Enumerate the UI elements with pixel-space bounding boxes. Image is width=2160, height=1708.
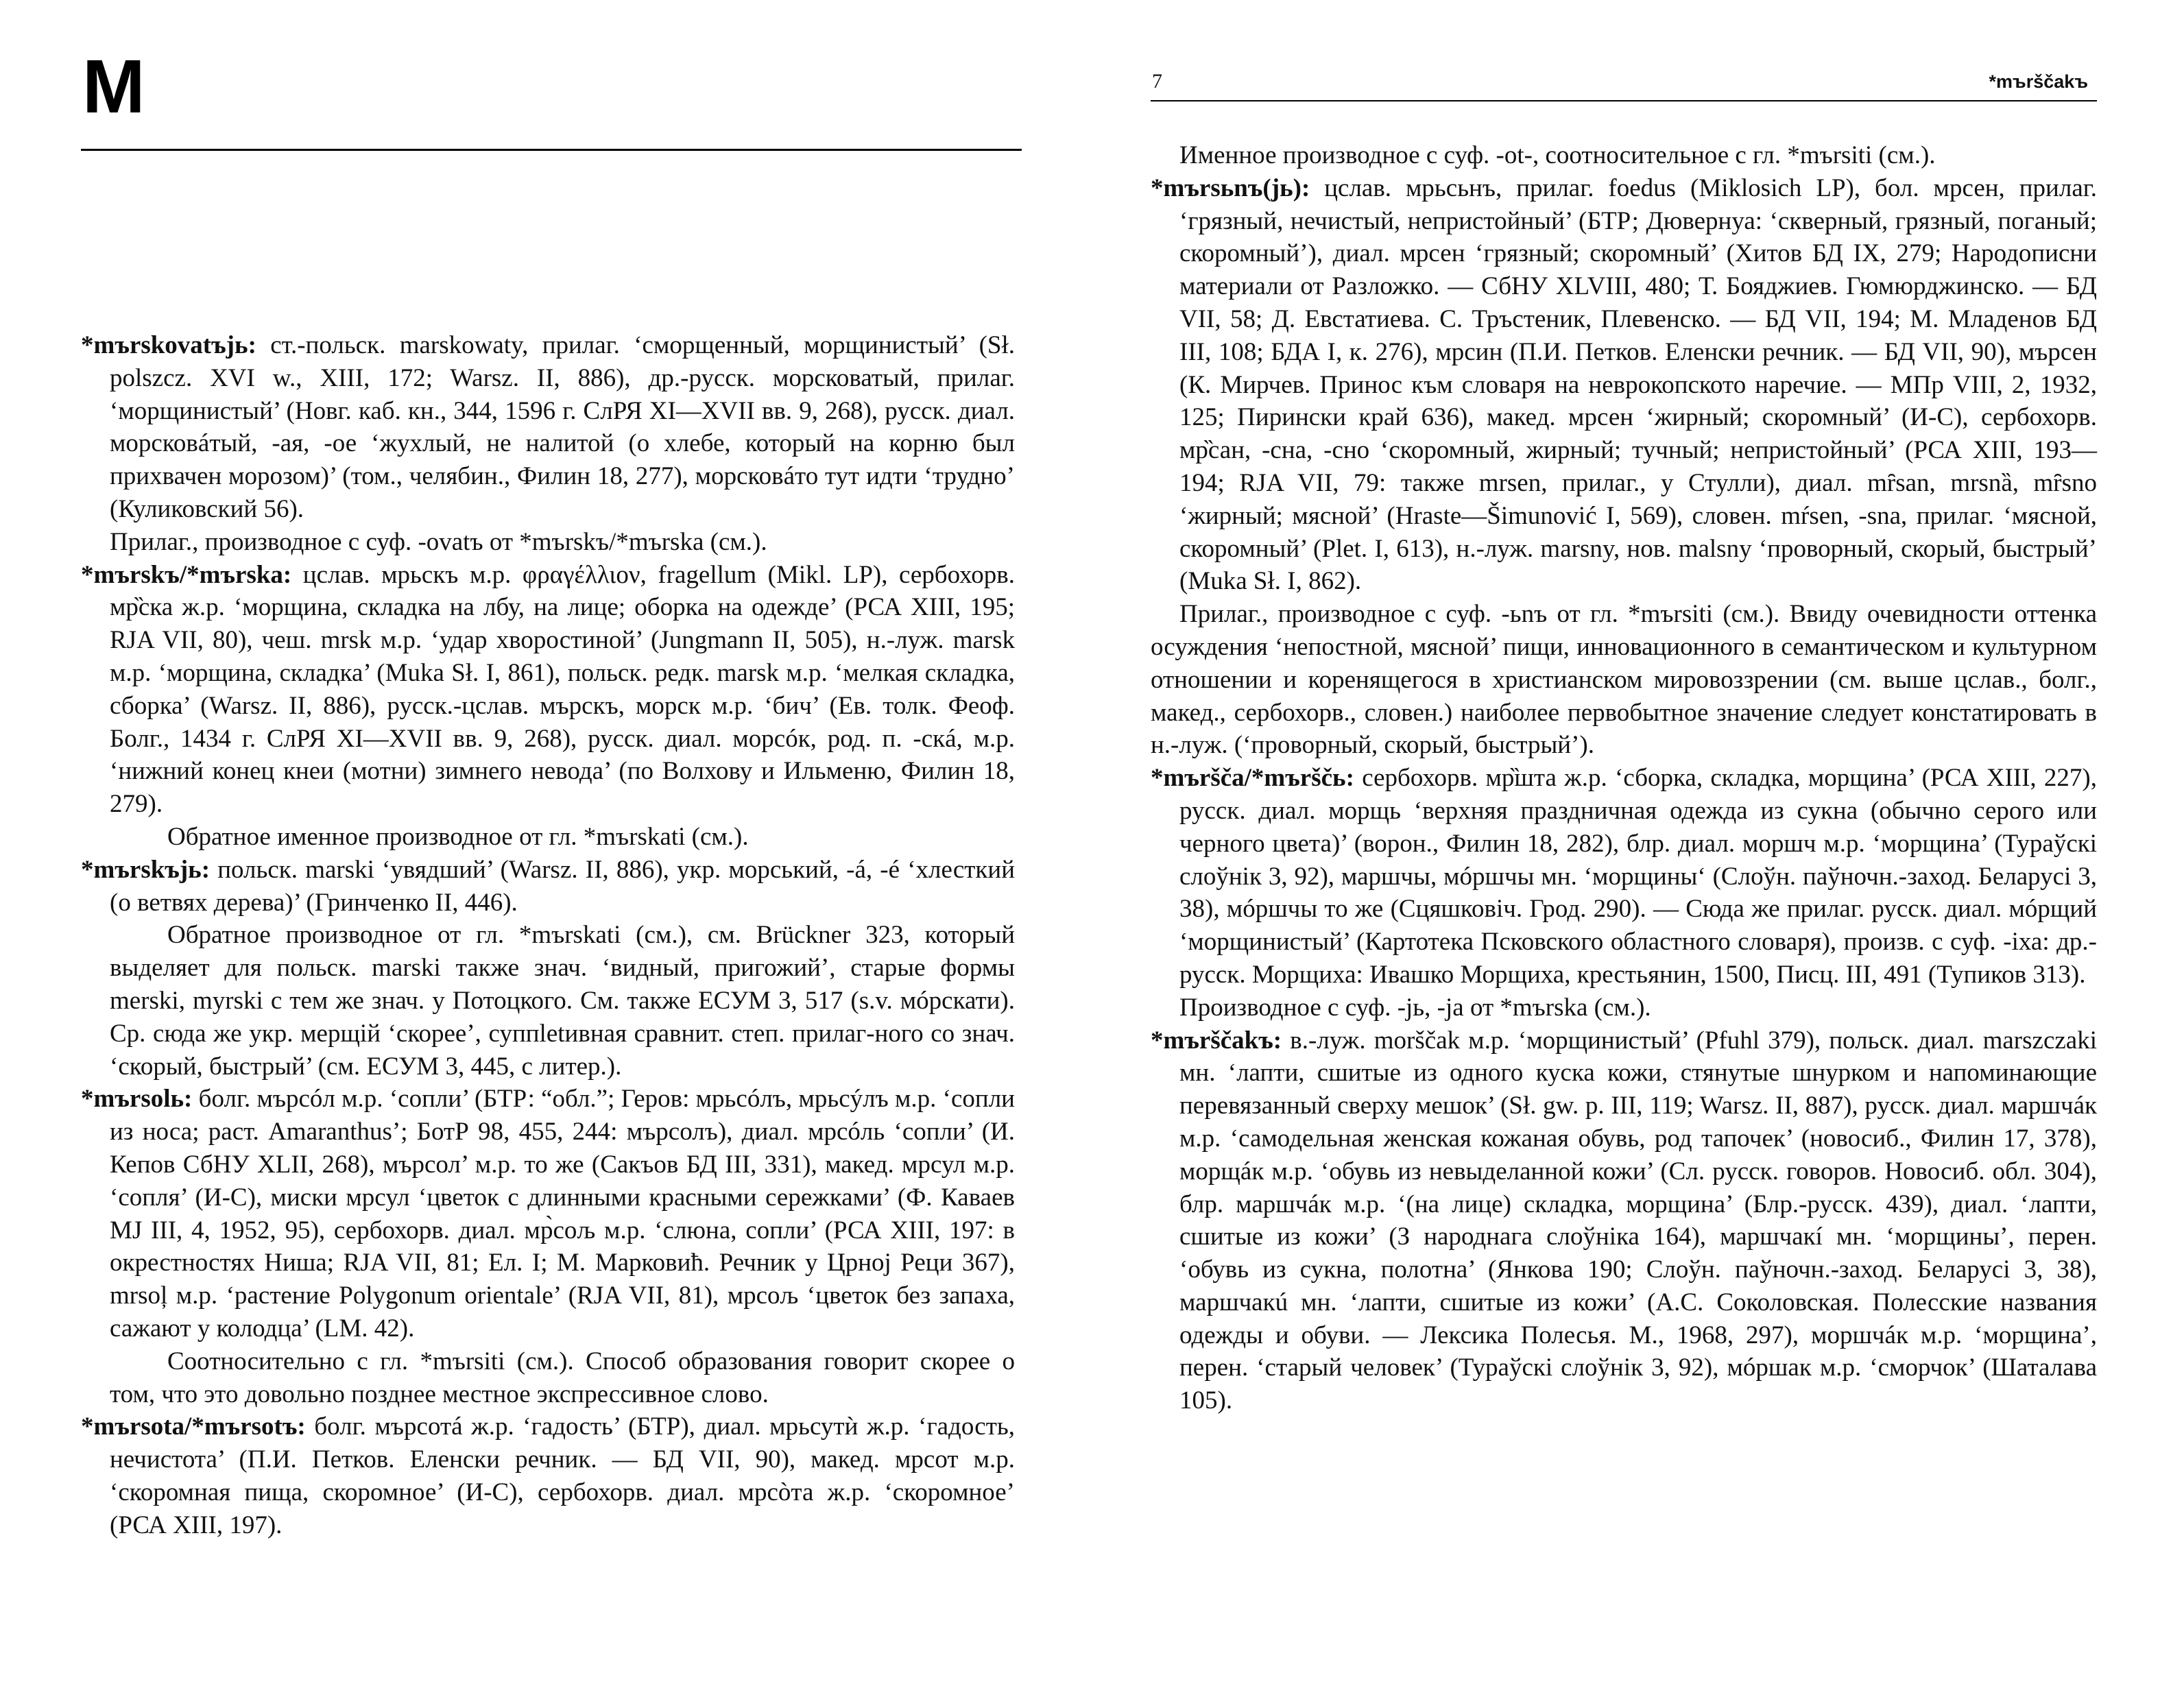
- dictionary-entry: [1151, 1024, 2097, 1418]
- section-letter: М: [82, 45, 145, 129]
- page-number: 7: [1152, 70, 1162, 93]
- headword: *mъrsolь:: [81, 1085, 193, 1114]
- dictionary-entry: [81, 329, 1015, 526]
- dictionary-entry: [1151, 172, 2097, 598]
- headword: *mъršča/*mъrščь:: [1151, 764, 1354, 793]
- dictionary-entry: [81, 1410, 1015, 1541]
- left-column: [81, 329, 1015, 1541]
- dictionary-entry: [81, 1083, 1015, 1345]
- header-rule: [1151, 100, 2097, 101]
- entry-comment: Прилаг., производное с суф. -ovatъ от *mъrskъ/*mъrska (см.).: [110, 527, 767, 556]
- headword: *mъrsota/*mъrsotъ:: [81, 1412, 306, 1441]
- entry-body: болг. мърсóл м.р. ‘сопли’ (БТР: “обл.”; Геров: мрьсóлъ, мрьсýлъ м.р. ‘сопли из носа; раст. Amaranthus’; БотР 98, 455, 244: мърсолъ), диал. мрсóль ‘сопли’ (И. Кепов СбНУ XLII, 268), мърсол’ м.р. то же (Сакъов БД III, 331), макед. мрсул м.р. ‘сопля’ (И-С), миски мрсул ‘цветок с длинными красными сережками’ (Ф. Каваев МЈ III, 4, 1952, 95), сербохорв. диал. мр̀сољ м.р. ‘слюна, сопли’ (РСА XIII, 197: в окрестностях Ниша; RJA VII, 81; Ел. I; М. Марковиħ. Речник у Црноj Реци 367), mrsoļ м.р. ‘растение Polygonum orientale’ (RJA VII, 81), мрсољ ‘цветок без запаха, сажают у колодца’ (LM. 42).: [110, 1085, 1015, 1343]
- entry-comment: Обратное именное производное от гл. *mъrskati (см.).: [167, 822, 749, 851]
- headword: *mъrskъ/*mъrska:: [81, 560, 292, 589]
- right-column: [1151, 139, 2097, 1417]
- right-page: [1080, 0, 2160, 1708]
- entry-body: сербохорв. мр̏шта ж.р. ‘сборка, складка, морщина’ (РСА XIII, 227), русск. диал. морщь ‘верхняя праздничная одежда из сукна (обычно серого или черного цвета)’ (ворон., Филин 18, 282), блр. диал. моршч м.р. ‘морщина’ (Тураўскі слоўнік 3, 92), маршчы, мóршчы мн. ‘морщины‘ (Слоўн. паўночн.-заход. Беларусі 3, 38), мóршчы то же (Сцяшковіч. Грод. 290). — Сюда же прилаг. русск. диал. мóрщий ‘морщинистый’ (Картотека Псковского областного словаря), произв. с суф. -iха: др.-русск. Морщиха: Ивашко Морщиха, крестьянин, 1500, Писц. III, 491 (Тупиков 313).: [1179, 764, 2097, 989]
- running-head: *mъrščakъ: [1989, 71, 2088, 92]
- headword: *mъrsьnъ(jь):: [1151, 173, 1310, 202]
- entry-body: в.-луж. morščak м.р. ‘морщинистый’ (Pfuhl 379), польск. диал. marszczaki мн. ‘лапти, сшитые из одного куска кожи, стянутые шнурком и напоминающие перевязанный сверху мешок’ (Sł. gw. p. III, 119; Warsz. II, 887), русск. диал. маршчáк м.р. ‘самодельная женская кожаная обувь, род тапочек’ (новосиб., Филин 17, 378), морщáк м.р. ‘обувь из невыделанной кожи’ (Сл. русск. говоров. Новосиб. обл. 304), блр. маршчáк м.р. ‘(на лице) складка, морщина’ (Блр.-русск. 439), диал. ‘лапти, сшитые из кожи’ (З народнага слоўніка 164), маршчакí мн. ‘морщины’, перен. ‘обувь из сукна, полотна’ (Янкова 190; Слоўн. паўночн.-заход. Беларусі 3, 38), маршчакú мн. ‘лапти, сшитые из кожи’ (А.С. Соколовская. Полесские названия одежды и обуви. — Лексика Полесья. М., 1968, 297), моршчáк м.р. ‘морщина’, перен. ‘старый человек’ (Тураўскі слоўнік 3, 92), мóршак м.р. ‘сморчок’ (Шаталава 105).: [1179, 1026, 2097, 1415]
- entry-body: болг. мърсотá ж.р. ‘гадость’ (БТР), диал. мрьсутѝ ж.р. ‘гадость, нечистота’ (П.И. Петков. Еленски речник. — БД VII, 90), макед. мрсот м.р. ‘скоромная пища, скоромное’ (И-С), сербохорв. диал. мрсòта ж.р. ‘скоромное’ (РСА XIII, 197).: [110, 1412, 1015, 1539]
- entry-body: ст.-польск. marskowaty, прилаг. ‘сморщенный, морщинистый’ (Sł. polszcz. XVI w., XIII, 172; Warsz. II, 886), др.-русск. морсковатый, прилаг. ‘морщинистый’ (Новг. каб. кн., 344, 1596 г. СлРЯ XI—XVII вв. 9, 268), русск. диал. морсковáтый, -ая, -ое ‘жухлый, не налитой (о хлебе, который на корню был прихвачен морозом)’ (том., челябин., Филин 18, 277), морсковáто тут идти ‘трудно’ (Куликовский 56).: [110, 331, 1015, 523]
- entry-comment: Прилаг., производное с суф. -ьnъ от гл. *mъrsiti (см.). Ввиду очевидности оттенка осуждения ‘непостной, мясной’ пищи, инновационного в семантическом и культурном отношении и коренящегося в христианском мировоззрении (см. выше цслав., болг., макед., сербохорв., словен.) наиболее первобытное значение следует констатировать в н.-луж. (‘проворный, скорый, быстрый’).: [1151, 600, 2097, 760]
- headword: *mъrščakъ:: [1151, 1026, 1282, 1055]
- headword: *mъrskъjь:: [81, 855, 211, 884]
- dictionary-entry: [81, 559, 1015, 821]
- headword: *mъrskovatъjь:: [81, 331, 256, 359]
- entry-body: цслав. мрьсьнъ, прилаг. foedus (Miklosich LP), бол. мрсен, прилаг. ‘грязный, нечистый, непристойный’ (БТР; Дювернуа: ‘скверный, грязный, поганый; скоромный’), диал. мрсен ‘грязный; скоромный’ (Хитов БД IX, 279; Народописни материали от Разложко. — СбНУ XLVIII, 480; Т. Бояджиев. Гюмюрджинско. — БД VII, 58; Д. Евстатиева. С. Тръстеник, Плевенско. — БД VII, 194; М. Младенов БД III, 108; БДА I, к. 276), мрсин (П.И. Петков. Еленски речник. — БД VII, 90), мърсен (К. Мирчев. Принос към словаря на неврокопското наречие. — МПр VIII, 2, 1932, 125; Пирински край 636), макед. мрсен ‘жирный; скоромный’ (И-С), сербохорв. мр̏сан, -сна, -сно ‘скоромный, жирный; тучный; непристойный’ (РСА XIII, 193—194; RJA VII, 79: также mrsen, прилаг., у Стулли), диал. mȓsan, mrsnȁ, mȓsno ‘жирный; мясной’ (Hraste—Šimunović I, 569), словен. mŕsen, -sna, прилаг. ‘мясной, скоромный’ (Plet. I, 613), н.-луж. marsny, нов. malsny ‘проворный, скорый, быстрый’ (Muka Sł. I, 862).: [1179, 173, 2097, 596]
- entry-comment: Обратное производное от гл. *mъrskati (см.), см. Brückner 323, который выделяет для польск. marski также знач. ‘видный, пригожий’, старые формы merski, myrski с тем же знач. у Потоцкого. См. также ЕСУМ 3, 517 (s.v. мóрскати). Ср. сюда же укр. мерщій ‘скорее’, суппletивная сравнит. степ. прилаг-ного со знач. ‘скорый, быстрый’ (см. ЕСУМ 3, 445, с литер.).: [110, 921, 1015, 1081]
- entry-comment: Именное производное с суф. -ot-, соотносительное с гл. *mъrsiti (см.).: [1179, 141, 1936, 169]
- entry-body: польск. marski ‘увядший’ (Warsz. II, 886), укр. морський, -á, -é ‘хлесткий (о ветвях дерева)’ (Гринченко II, 446).: [110, 855, 1015, 917]
- entry-comment: Производное с суф. -jь, -ja от *mъrska (см.).: [1179, 993, 1651, 1022]
- dictionary-entry: [1151, 762, 2097, 991]
- header-rule: [81, 149, 1022, 151]
- entry-body: цслав. мрьскъ м.р. φραγέλλιον, fragellum (Mikl. LP), сербохорв. мр̏ска ж.р. ‘морщина, складка на лбу, на лице; оборка на одежде’ (РСА XIII, 195; RJA VII, 80), чеш. mrsk м.р. ‘удар хворостиной’ (Jungmann II, 505), н.-луж. marsk м.р. ‘морщина, складка’ (Muka Sł. I, 861), польск. редк. marsk м.р. ‘мелкая складка, сборка’ (Warsz. II, 886), русск.-цслав. мърскъ, морск м.р. ‘бич’ (Ев. толк. Феоф. Болг., 1434 г. СлРЯ XI—XVII вв. 9, 268), русск. диал. морсóк, род. п. -скá, м.р. ‘нижний конец кнеи (мотни) зимнего невода’ (по Волхову и Ильменю, Филин 18, 279).: [110, 560, 1015, 819]
- entry-comment: Соотносительно с гл. *mъrsiti (см.). Способ образования говорит скорее о том, что это довольно позднее местное экспрессивное слово.: [110, 1347, 1015, 1408]
- dictionary-entry: [81, 854, 1015, 919]
